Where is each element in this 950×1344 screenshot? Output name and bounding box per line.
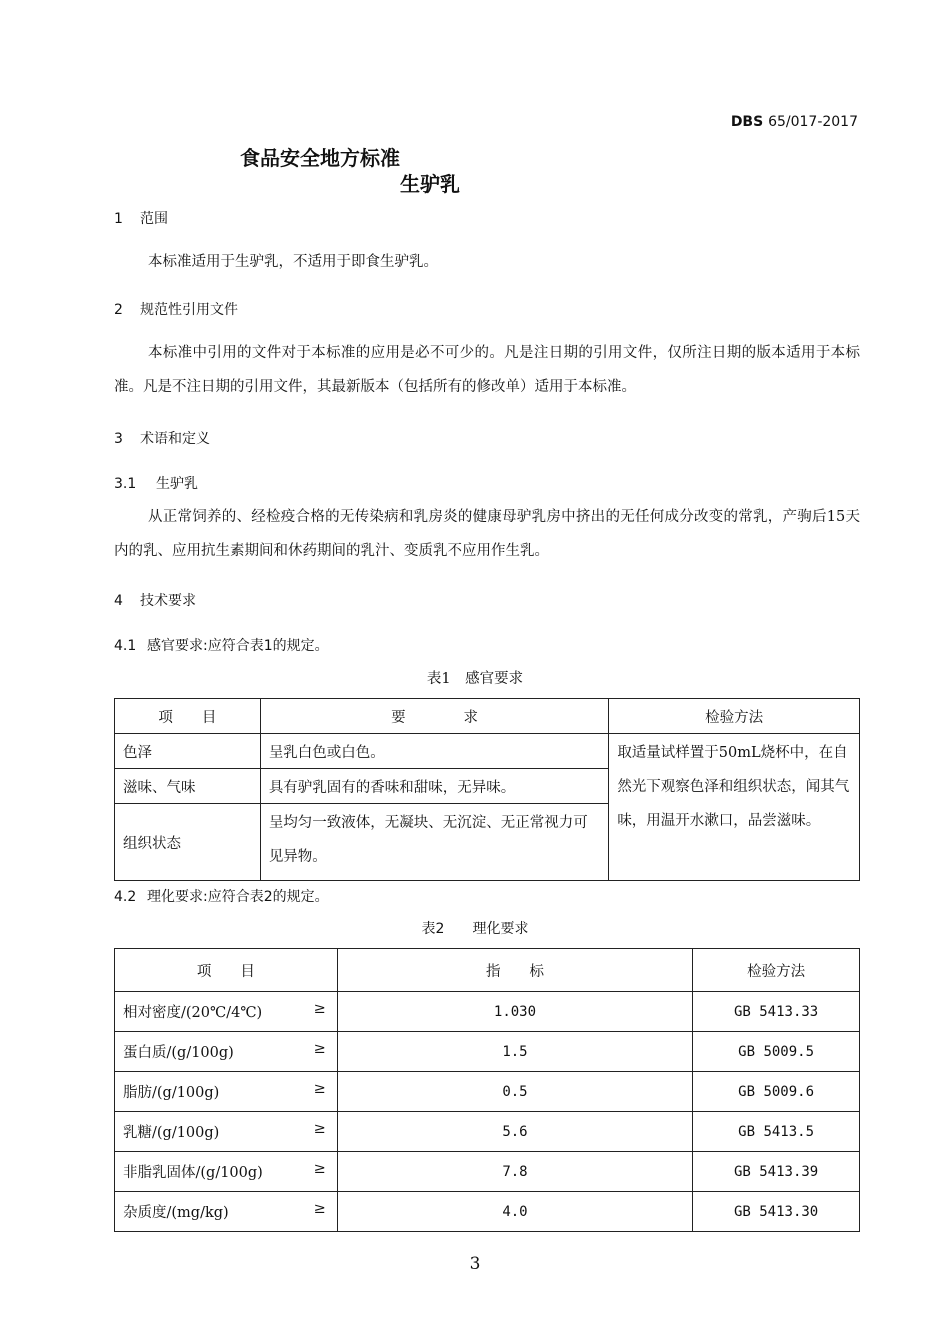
section-2-text: 本标准中引用的文件对于本标准的应用是必不可少的。凡是注日期的引用文件，仅所注日期的版本适用于本标准。凡是不注日期的引用文件，其最新版本（包括所有的修改单）适用于本标准。 bbox=[114, 345, 860, 395]
section-number: 4.2 bbox=[114, 889, 137, 905]
section-title: 范围 bbox=[140, 211, 168, 227]
section-1-heading bbox=[114, 208, 168, 228]
table-row bbox=[115, 992, 860, 1032]
section-3-heading bbox=[114, 428, 210, 448]
row-item bbox=[115, 1152, 338, 1192]
row-value: 1.5 bbox=[337, 1032, 692, 1072]
row-method: GB 5413.39 bbox=[693, 1152, 860, 1192]
row-value: 7.8 bbox=[337, 1152, 692, 1192]
method-cell: 取适量试样置于50mL烧杯中，在自然光下观察色泽和组织状态，闻其气味，用温开水漱口，品尝滋味。 bbox=[609, 734, 860, 881]
page-number: 3 bbox=[469, 1254, 481, 1274]
page-title: 食品安全地方标准 bbox=[240, 146, 400, 170]
row-item: 色泽 bbox=[115, 734, 261, 769]
section-number: 4 bbox=[114, 593, 123, 609]
table-1-sensory bbox=[114, 698, 860, 881]
table-row bbox=[115, 734, 860, 769]
section-number: 3 bbox=[114, 431, 123, 447]
section-number: 2 bbox=[114, 302, 123, 318]
item-name: 杂质度/(mg/kg) bbox=[123, 1205, 229, 1221]
header-item: 项 目 bbox=[115, 949, 338, 992]
item-name: 乳糖/(g/100g) bbox=[123, 1125, 220, 1141]
section-3-1-text: 从正常饲养的、经检疫合格的无传染病和乳房炎的健康母驴乳房中挤出的无任何成分改变的常乳，产驹后15天内的乳、应用抗生素期间和休药期间的乳汁、变质乳不应用作生乳。 bbox=[114, 509, 860, 559]
row-item bbox=[115, 1032, 338, 1072]
header-method: 检验方法 bbox=[693, 949, 860, 992]
table-row bbox=[115, 1072, 860, 1112]
row-item: 组织状态 bbox=[115, 804, 261, 881]
row-item bbox=[115, 992, 338, 1032]
operator: ≥ bbox=[313, 1081, 326, 1097]
doc-prefix: DBS bbox=[730, 114, 764, 130]
section-1-text: 本标准适用于生驴乳，不适用于即食生驴乳。 bbox=[148, 254, 438, 270]
row-requirement: 呈均匀一致液体，无凝块、无沉淀、无正常视力可见异物。 bbox=[260, 804, 609, 881]
header-requirement: 要 求 bbox=[260, 699, 609, 734]
row-value: 1.030 bbox=[337, 992, 692, 1032]
section-number: 4.1 bbox=[114, 638, 137, 654]
row-method: GB 5009.6 bbox=[693, 1072, 860, 1112]
table-header-row bbox=[115, 699, 860, 734]
table-header-row bbox=[115, 949, 860, 992]
row-requirement: 具有驴乳固有的香味和甜味，无异味。 bbox=[260, 769, 609, 804]
operator: ≥ bbox=[313, 1161, 326, 1177]
table-row bbox=[115, 1152, 860, 1192]
operator: ≥ bbox=[313, 1201, 326, 1217]
row-item bbox=[115, 1072, 338, 1112]
item-name: 非脂乳固体/(g/100g) bbox=[123, 1165, 263, 1181]
table-1-caption: 表1 感官要求 bbox=[426, 671, 524, 687]
item-name: 相对密度/(20℃/4℃) bbox=[123, 1005, 263, 1021]
row-item: 滋味、气味 bbox=[115, 769, 261, 804]
header-method: 检验方法 bbox=[609, 699, 860, 734]
section-3-1-heading bbox=[114, 473, 198, 493]
section-title: 术语和定义 bbox=[140, 431, 210, 447]
row-requirement: 呈乳白色或白色。 bbox=[260, 734, 609, 769]
row-value: 5.6 bbox=[337, 1112, 692, 1152]
item-name: 脂肪/(g/100g) bbox=[123, 1085, 220, 1101]
page-subtitle: 生驴乳 bbox=[400, 172, 460, 196]
item-name: 蛋白质/(g/100g) bbox=[123, 1045, 234, 1061]
table-row bbox=[115, 1192, 860, 1232]
row-item bbox=[115, 1112, 338, 1152]
table-row bbox=[115, 1112, 860, 1152]
row-method: GB 5413.5 bbox=[693, 1112, 860, 1152]
table-2-caption: 表2 理化要求 bbox=[421, 921, 529, 937]
header-item: 项 目 bbox=[115, 699, 261, 734]
section-2-heading bbox=[114, 299, 238, 319]
section-title: 技术要求 bbox=[140, 593, 196, 609]
header-indicator: 指 标 bbox=[337, 949, 692, 992]
row-method: GB 5413.30 bbox=[693, 1192, 860, 1232]
table-2-physicochemical bbox=[114, 948, 860, 1232]
operator: ≥ bbox=[313, 1041, 326, 1057]
doc-code: 65/017-2017 bbox=[768, 114, 858, 130]
document-number bbox=[731, 114, 858, 130]
row-value: 4.0 bbox=[337, 1192, 692, 1232]
operator: ≥ bbox=[313, 1001, 326, 1017]
section-title: 生驴乳 bbox=[156, 476, 198, 492]
section-4-1-heading bbox=[114, 635, 329, 655]
section-title: 规范性引用文件 bbox=[140, 302, 238, 318]
table-row bbox=[115, 1032, 860, 1072]
section-title: 理化要求:应符合表2的规定。 bbox=[147, 889, 329, 905]
row-item bbox=[115, 1192, 338, 1232]
row-method: GB 5009.5 bbox=[693, 1032, 860, 1072]
operator: ≥ bbox=[313, 1121, 326, 1137]
row-value: 0.5 bbox=[337, 1072, 692, 1112]
row-method: GB 5413.33 bbox=[693, 992, 860, 1032]
section-4-2-heading bbox=[114, 886, 329, 906]
section-4-heading bbox=[114, 590, 196, 610]
section-number: 1 bbox=[114, 211, 123, 227]
section-title: 感官要求:应符合表1的规定。 bbox=[147, 638, 329, 654]
section-number: 3.1 bbox=[114, 476, 137, 492]
